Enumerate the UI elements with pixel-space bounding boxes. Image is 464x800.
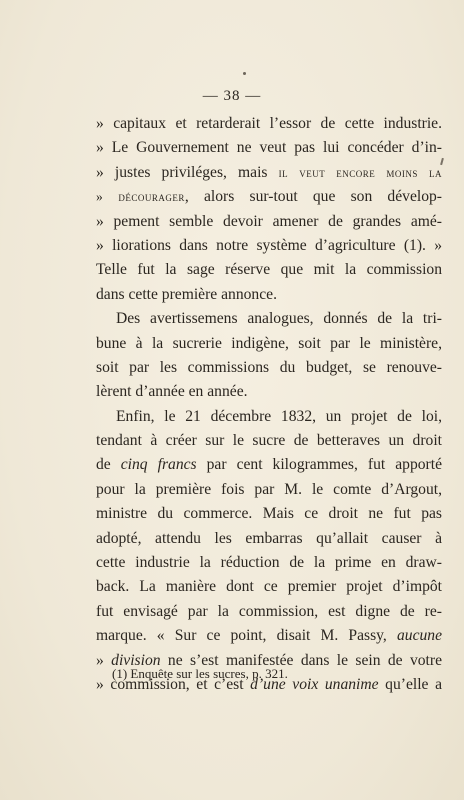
text-line <box>96 307 442 331</box>
text-line <box>96 283 442 307</box>
text-run: » <box>96 651 112 669</box>
text-line <box>96 453 442 477</box>
text-line <box>96 234 442 258</box>
text-line <box>96 502 442 526</box>
text-run: » pement semble devoir amener de grandes amé- <box>96 212 442 230</box>
text-run: » capitaux et retarderait l’essor de cette industrie. <box>96 115 442 132</box>
text-run: » commission, et c’est <box>96 675 251 693</box>
text-run: d’une voix unanime <box>250 675 379 693</box>
text-line <box>96 258 442 282</box>
ink-dot <box>243 72 246 75</box>
text-line <box>96 136 442 160</box>
text-run: marque. « Sur ce point, disait M. Passy, <box>96 627 397 645</box>
text-run: qu’elle a <box>378 675 442 693</box>
text-run: soit par les commissions du budget, se renouve- <box>96 358 442 376</box>
text-run: par cent kilogrammes, fut apporté <box>196 456 442 474</box>
text-run: de <box>96 456 121 474</box>
text-run: Des avertissemens analogues, donnés de la tri- <box>116 310 442 328</box>
body-text <box>96 112 442 697</box>
text-run: il veut encore moins la <box>278 164 442 180</box>
text-line <box>96 380 442 404</box>
text-run: division <box>111 651 161 669</box>
text-run: cette industrie la réduction de la prime en draw- <box>96 554 442 572</box>
text-line <box>96 185 442 209</box>
text-run: ne s’est manifestée dans le sein de votre <box>160 651 442 669</box>
text-line <box>96 575 442 599</box>
text-line <box>96 600 442 624</box>
text-line <box>96 112 442 136</box>
text-line <box>96 210 442 234</box>
text-line <box>96 356 442 380</box>
text-line <box>96 429 442 453</box>
text-run: bune à la sucrerie indigène, soit par le ministère, <box>96 334 442 352</box>
text-run: aucune <box>396 627 442 645</box>
text-run: » Le Gouvernement ne veut pas lui concéder d’in- <box>96 139 442 157</box>
text-run: tendant à créer sur le sucre de betteraves un droit <box>96 432 442 450</box>
text-line <box>96 551 442 575</box>
text-line <box>96 161 442 185</box>
text-run: ministre du commerce. Mais ce droit ne fut pas <box>96 505 442 523</box>
text-run: lèrent d’année en année. <box>96 383 248 401</box>
text-run: » liorations dans notre système d’agriculture (1). » <box>96 236 442 254</box>
text-run: fut envisagé par la commission, est digne de re- <box>96 602 442 620</box>
text-run: , alors sur-tout que son dévelop- <box>184 188 442 206</box>
text-run: Telle fut la sage réserve que mit la commission <box>96 261 442 279</box>
text-run: » décourager <box>96 189 185 205</box>
text-line <box>96 624 442 648</box>
footnote: (1) Enquête sur les sucres, p. 321. <box>112 666 288 681</box>
text-run: Enfin, le 21 décembre 1832, un projet de loi, <box>116 407 442 425</box>
text-run: back. La manière dont ce premier projet d’impôt <box>96 578 442 596</box>
text-line <box>96 527 442 551</box>
text-run: cinq francs <box>120 456 197 474</box>
text-line <box>96 478 442 502</box>
text-line <box>96 332 442 356</box>
page-number: — 38 — <box>202 88 262 104</box>
text-run: dans cette première annonce. <box>96 285 277 303</box>
text-run: » justes priviléges, mais <box>96 163 279 181</box>
text-run: pour la première fois par M. le comte d’Argout, <box>96 480 442 498</box>
text-run: adopté, attendu les embarras qu’allait causer à <box>96 529 442 547</box>
text-line <box>96 405 442 429</box>
